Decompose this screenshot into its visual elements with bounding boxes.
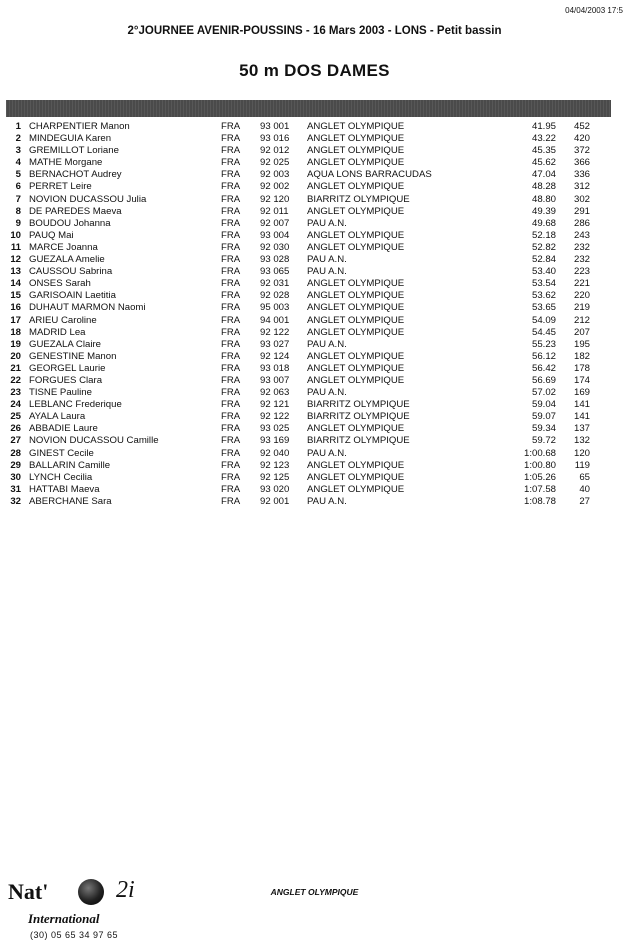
result-nationality: FRA [221, 169, 241, 181]
result-name: GREMILLOT Loriane [29, 145, 119, 157]
result-club: ANGLET OLYMPIQUE [307, 229, 405, 241]
result-license: 92 125 [260, 471, 290, 483]
result-points: 137 [573, 423, 590, 435]
result-time: 54.45 [531, 326, 556, 338]
result-time: 56.42 [531, 362, 556, 374]
result-license: 92 028 [260, 290, 290, 302]
result-time: 52.18 [531, 229, 556, 241]
result-name: TISNE Pauline [29, 387, 92, 399]
result-name: ONSES Sarah [29, 278, 91, 290]
result-row [0, 387, 629, 399]
result-license: 93 065 [260, 266, 290, 278]
result-row [0, 351, 629, 363]
logo-text-nat: Nat' [8, 879, 49, 904]
result-name: GINEST Cecile [29, 447, 94, 459]
result-nationality: FRA [221, 423, 241, 435]
result-points: 182 [573, 350, 590, 362]
result-name: GUEZALA Amelie [29, 254, 105, 266]
result-club: ANGLET OLYMPIQUE [307, 181, 405, 193]
result-rank: 12 [10, 254, 21, 266]
result-name: BOUDOU Johanna [29, 217, 111, 229]
result-time: 41.95 [531, 121, 556, 132]
result-row [0, 133, 629, 145]
result-time: 59.34 [531, 423, 556, 435]
result-nationality: FRA [221, 193, 241, 205]
result-name: AYALA Laura [29, 411, 86, 423]
logo-subtitle: International [28, 911, 100, 926]
result-license: 92 120 [260, 193, 290, 205]
result-row [0, 218, 629, 230]
result-nationality: FRA [221, 133, 241, 145]
result-nationality: FRA [221, 459, 241, 471]
result-row [0, 460, 629, 472]
logo-phone: (30) 05 65 34 97 65 [30, 930, 119, 940]
result-rank: 29 [10, 459, 21, 471]
result-row [0, 327, 629, 339]
result-time: 55.23 [531, 338, 556, 350]
result-club: ANGLET OLYMPIQUE [307, 374, 405, 386]
result-points: 223 [573, 266, 590, 278]
result-license: 93 004 [260, 229, 290, 241]
result-nationality: FRA [221, 217, 241, 229]
result-rank: 25 [10, 411, 21, 423]
result-points: 220 [573, 290, 590, 302]
result-time: 59.72 [531, 435, 556, 447]
result-nationality: FRA [221, 314, 241, 326]
result-time: 48.80 [531, 193, 556, 205]
result-rank: 4 [15, 157, 21, 169]
result-club: BIARRITZ OLYMPIQUE [307, 435, 410, 447]
result-rank: 30 [10, 471, 21, 483]
result-license: 93 018 [260, 362, 290, 374]
result-points: 65 [579, 471, 590, 483]
result-license: 93 001 [260, 121, 290, 132]
result-nationality: FRA [221, 181, 241, 193]
result-club: PAU A.N. [307, 266, 347, 278]
result-name: FORGUES Clara [29, 374, 103, 386]
result-club: ANGLET OLYMPIQUE [307, 483, 405, 495]
result-row [0, 399, 629, 411]
result-license: 92 122 [260, 326, 290, 338]
result-row [0, 363, 629, 375]
result-points: 372 [573, 145, 590, 157]
result-points: 291 [573, 205, 590, 217]
result-license: 93 025 [260, 423, 290, 435]
result-name: GENESTINE Manon [29, 350, 117, 362]
result-points: 221 [573, 278, 590, 290]
result-time: 1:08.78 [523, 495, 556, 507]
result-license: 92 003 [260, 169, 290, 181]
result-club: ANGLET OLYMPIQUE [307, 290, 405, 302]
result-rank: 28 [10, 447, 21, 459]
result-license: 92 001 [260, 495, 290, 507]
result-row [0, 194, 629, 206]
result-nationality: FRA [221, 495, 241, 507]
result-club: ANGLET OLYMPIQUE [307, 326, 405, 338]
result-points: 132 [573, 435, 590, 447]
result-name: MATHE Morgane [29, 157, 103, 169]
result-rank: 21 [10, 362, 21, 374]
result-rank: 5 [15, 169, 21, 181]
result-nationality: FRA [221, 157, 241, 169]
result-rank: 24 [10, 399, 21, 411]
result-nationality: FRA [221, 387, 241, 399]
result-nationality: FRA [221, 145, 241, 157]
result-time: 52.82 [531, 241, 556, 253]
result-points: 420 [573, 133, 590, 145]
result-license: 92 063 [260, 387, 290, 399]
result-license: 92 031 [260, 278, 290, 290]
result-license: 92 012 [260, 145, 290, 157]
result-points: 219 [573, 302, 590, 314]
result-nationality: FRA [221, 254, 241, 266]
result-club: ANGLET OLYMPIQUE [307, 471, 405, 483]
result-points: 174 [573, 374, 590, 386]
result-license: 92 124 [260, 350, 290, 362]
result-name: BERNACHOT Audrey [29, 169, 122, 181]
result-row [0, 121, 629, 133]
result-points: 207 [573, 326, 590, 338]
result-rank: 8 [15, 205, 21, 217]
result-row [0, 375, 629, 387]
result-license: 95 003 [260, 302, 290, 314]
result-rank: 26 [10, 423, 21, 435]
result-name: ABBADIE Laure [29, 423, 98, 435]
result-club: ANGLET OLYMPIQUE [307, 157, 405, 169]
result-row [0, 230, 629, 242]
result-name: PERRET Leire [29, 181, 92, 193]
result-time: 56.69 [531, 374, 556, 386]
result-time: 1:00.80 [523, 459, 556, 471]
result-time: 59.07 [531, 411, 556, 423]
result-club: ANGLET OLYMPIQUE [307, 423, 405, 435]
result-row [0, 472, 629, 484]
result-club: PAU A.N. [307, 387, 347, 399]
result-rank: 10 [10, 229, 21, 241]
result-name: LYNCH Cecilia [29, 471, 93, 483]
result-name: CAUSSOU Sabrina [29, 266, 113, 278]
result-nationality: FRA [221, 302, 241, 314]
result-club: ANGLET OLYMPIQUE [307, 314, 405, 326]
result-club: ANGLET OLYMPIQUE [307, 121, 405, 132]
result-license: 93 028 [260, 254, 290, 266]
print-date: 04/04/2003 17:5 [565, 6, 623, 15]
logo-text-2i: 2i [116, 877, 135, 903]
result-name: LEBLANC Frederique [29, 399, 122, 411]
result-points: 119 [574, 459, 590, 471]
meet-title: 2°JOURNEE AVENIR-POUSSINS - 16 Mars 2003 - LONS - Petit bassin [127, 25, 502, 37]
result-club: ANGLET OLYMPIQUE [307, 278, 405, 290]
result-rank: 16 [10, 302, 21, 314]
result-time: 47.04 [531, 169, 556, 181]
result-nationality: FRA [221, 350, 241, 362]
result-name: BALLARIN Camille [29, 459, 111, 471]
result-nationality: FRA [221, 241, 241, 253]
result-license: 93 027 [260, 338, 290, 350]
result-club: ANGLET OLYMPIQUE [307, 459, 405, 471]
result-points: 336 [573, 169, 590, 181]
result-row [0, 254, 629, 266]
result-points: 302 [573, 193, 590, 205]
result-nationality: FRA [221, 338, 241, 350]
result-row [0, 278, 629, 290]
result-points: 195 [573, 338, 590, 350]
result-row [0, 496, 629, 508]
result-license: 92 011 [260, 205, 289, 217]
result-time: 1:00.68 [523, 447, 556, 459]
result-rank: 13 [10, 266, 21, 278]
result-club: BIARRITZ OLYMPIQUE [307, 411, 410, 423]
result-name: DUHAUT MARMON Naomi [29, 302, 146, 314]
result-name: ABERCHANE Sara [29, 495, 112, 507]
result-name: GUEZALA Claire [29, 338, 101, 350]
result-rank: 22 [10, 374, 21, 386]
result-points: 178 [573, 362, 590, 374]
result-time: 43.22 [531, 133, 556, 145]
result-name: NOVION DUCASSOU Julia [29, 193, 147, 205]
result-time: 52.84 [531, 254, 556, 266]
result-rank: 11 [10, 241, 21, 253]
result-name: MADRID Lea [29, 326, 86, 338]
result-name: NOVION DUCASSOU Camille [29, 435, 159, 447]
result-license: 94 001 [260, 314, 290, 326]
result-nationality: FRA [221, 399, 241, 411]
result-row [0, 169, 629, 181]
result-points: 120 [573, 447, 590, 459]
result-row [0, 266, 629, 278]
result-points: 286 [573, 217, 590, 229]
result-time: 59.04 [531, 399, 556, 411]
result-row [0, 157, 629, 169]
result-name: HATTABI Maeva [29, 483, 100, 495]
result-club: ANGLET OLYMPIQUE [307, 362, 405, 374]
result-nationality: FRA [221, 447, 241, 459]
result-name: PAUQ Mai [29, 229, 74, 241]
result-points: 452 [573, 121, 590, 132]
result-row [0, 411, 629, 423]
result-rank: 6 [15, 181, 21, 193]
result-nationality: FRA [221, 290, 241, 302]
result-license: 93 169 [260, 435, 290, 447]
result-license: 93 016 [260, 133, 290, 145]
result-rank: 9 [15, 217, 21, 229]
result-club: PAU A.N. [307, 447, 347, 459]
result-license: 93 020 [260, 483, 290, 495]
result-row [0, 435, 629, 447]
result-time: 1:05.26 [523, 471, 556, 483]
result-name: CHARPENTIER Manon [29, 121, 130, 132]
result-name: DE PAREDES Maeva [29, 205, 122, 217]
result-time: 56.12 [531, 350, 556, 362]
result-license: 92 122 [260, 411, 290, 423]
result-row [0, 339, 629, 351]
result-rank: 20 [10, 350, 21, 362]
result-rank: 7 [15, 193, 21, 205]
result-rank: 14 [10, 278, 21, 290]
result-points: 27 [579, 495, 590, 507]
result-club: PAU A.N. [307, 254, 347, 266]
result-club: ANGLET OLYMPIQUE [307, 302, 405, 314]
result-points: 366 [573, 157, 590, 169]
result-points: 232 [573, 254, 590, 266]
result-time: 45.62 [531, 157, 556, 169]
result-time: 53.54 [531, 278, 556, 290]
result-license: 93 007 [260, 374, 290, 386]
result-row [0, 181, 629, 193]
results-list [0, 121, 629, 508]
result-row [0, 315, 629, 327]
result-club: AQUA LONS BARRACUDAS [307, 169, 432, 181]
result-rank: 19 [10, 338, 21, 350]
result-time: 53.65 [531, 302, 556, 314]
result-license: 92 123 [260, 459, 290, 471]
result-club: ANGLET OLYMPIQUE [307, 241, 405, 253]
result-row [0, 206, 629, 218]
result-nationality: FRA [221, 435, 241, 447]
result-points: 312 [573, 181, 590, 193]
result-time: 48.28 [531, 181, 556, 193]
result-club: PAU A.N. [307, 495, 347, 507]
result-license: 92 040 [260, 447, 290, 459]
result-rank: 15 [10, 290, 21, 302]
result-license: 92 121 [260, 399, 290, 411]
result-row [0, 242, 629, 254]
result-nationality: FRA [221, 411, 241, 423]
result-rank: 2 [15, 133, 21, 145]
result-rank: 18 [10, 326, 21, 338]
result-club: ANGLET OLYMPIQUE [307, 145, 405, 157]
header-bar [6, 100, 611, 117]
result-row [0, 484, 629, 496]
result-name: GEORGEL Laurie [29, 362, 106, 374]
result-club: ANGLET OLYMPIQUE [307, 133, 405, 145]
result-time: 49.39 [531, 205, 556, 217]
result-license: 92 025 [260, 157, 290, 169]
result-rank: 1 [15, 121, 21, 132]
result-nationality: FRA [221, 229, 241, 241]
result-row [0, 290, 629, 302]
result-time: 53.40 [531, 266, 556, 278]
result-club: PAU A.N. [307, 338, 347, 350]
result-points: 212 [573, 314, 590, 326]
result-club: PAU A.N. [307, 217, 347, 229]
result-time: 53.62 [531, 290, 556, 302]
result-name: MARCE Joanna [29, 241, 98, 253]
result-points: 141 [573, 399, 590, 411]
result-nationality: FRA [221, 374, 241, 386]
result-nationality: FRA [221, 471, 241, 483]
result-club: BIARRITZ OLYMPIQUE [307, 399, 410, 411]
result-rank: 23 [10, 387, 21, 399]
result-row [0, 448, 629, 460]
result-rank: 32 [10, 495, 21, 507]
result-time: 54.09 [531, 314, 556, 326]
result-nationality: FRA [221, 326, 241, 338]
result-rank: 27 [10, 435, 21, 447]
result-license: 92 002 [260, 181, 290, 193]
result-name: MINDEGUIA Karen [29, 133, 112, 145]
result-license: 92 007 [260, 217, 290, 229]
result-nationality: FRA [221, 483, 241, 495]
result-points: 40 [579, 483, 590, 495]
result-points: 243 [573, 229, 590, 241]
result-time: 1:07.58 [523, 483, 556, 495]
result-nationality: FRA [221, 205, 241, 217]
result-time: 57.02 [531, 387, 556, 399]
result-nationality: FRA [221, 121, 241, 132]
result-nationality: FRA [221, 278, 241, 290]
result-time: 49.68 [531, 217, 556, 229]
result-club: ANGLET OLYMPIQUE [307, 205, 405, 217]
result-name: GARISOAIN Laetitia [29, 290, 116, 302]
result-rank: 17 [10, 314, 21, 326]
result-row [0, 423, 629, 435]
result-name: ARIEU Caroline [29, 314, 97, 326]
result-club: BIARRITZ OLYMPIQUE [307, 193, 410, 205]
result-club: ANGLET OLYMPIQUE [307, 350, 405, 362]
result-rank: 3 [15, 145, 21, 157]
result-nationality: FRA [221, 266, 241, 278]
result-time: 45.35 [531, 145, 556, 157]
result-nationality: FRA [221, 362, 241, 374]
result-points: 232 [573, 241, 590, 253]
result-row [0, 302, 629, 314]
result-points: 141 [573, 411, 590, 423]
result-rank: 31 [10, 483, 21, 495]
result-row [0, 145, 629, 157]
footer-club: ANGLET OLYMPIQUE [270, 887, 359, 897]
result-license: 92 030 [260, 241, 290, 253]
event-title: 50 m DOS DAMES [239, 61, 390, 80]
result-points: 169 [573, 387, 590, 399]
